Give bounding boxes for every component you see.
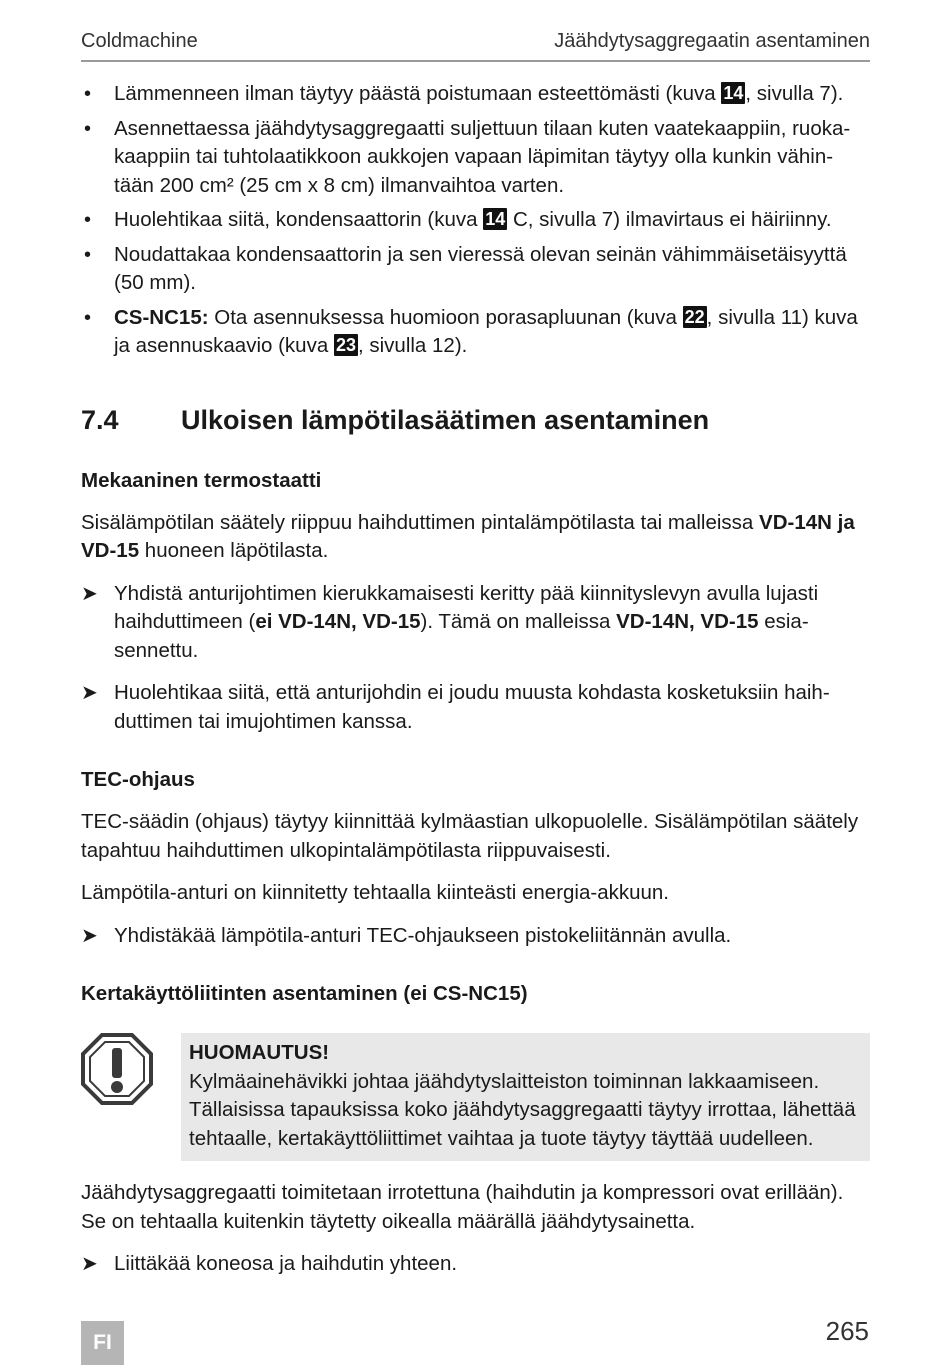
section-title: Ulkoisen lämpötilasäätimen asentaminen (181, 404, 710, 435)
header-chapter: Jäähdytysaggregaatin asentaminen (554, 30, 870, 52)
header-brand: Coldmachine (81, 30, 198, 52)
list-item: • Lämmenneen ilman täytyy päästä poistumaan esteettömästi (kuva 14, sivulla 7). (81, 80, 870, 109)
language-badge: FI (81, 1321, 124, 1365)
instruction-step: ➤ Yhdistäkää lämpötila-anturi TEC-ohjaukseen pistokeliitännän avulla. (81, 922, 870, 951)
list-item: • Noudattakaa kondensaattorin ja sen vieressä olevan seinän vähimmäisetäisyyttä (50 mm). (81, 241, 870, 298)
instruction-step: ➤ Liittäkää koneosa ja haihdutin yhteen. (81, 1250, 870, 1279)
subheading-tec: TEC-ohjaus (81, 768, 195, 791)
arrow-icon: ➤ (81, 1253, 98, 1275)
model-label: CS-NC15: (114, 305, 209, 329)
instruction-step: ➤ Huolehtikaa siitä, että anturijohdin ei joudu muusta kohdasta kosketuksiin haih-duttimen tai imujohtimen kanssa. (81, 681, 830, 733)
figure-ref: 23 (335, 335, 356, 355)
arrow-icon: ➤ (81, 582, 98, 605)
instruction-step: ➤ Yhdistä anturijohtimen kierukkamaisesti keritty pää kiinnityslevyn avulla lujasti haihduttimeen (ei VD-14N, VD-15). Tämä on malleissa VD-14N, VD-15 esia-sennettu. (81, 581, 819, 662)
list-item: • CS-NC15: Ota asennuksessa huomioon porasapluunan (kuva 22, sivulla 11) kuva ja asennuskaavio (kuva 23, sivulla 12). (81, 304, 870, 361)
warning-octagon-icon (81, 1033, 181, 1111)
subheading-onetime-connectors: Kertakäyttöliitinten asentaminen (ei CS-NC15) (81, 982, 528, 1005)
page-header (81, 30, 870, 62)
section-number: 7.4 (81, 404, 119, 435)
arrow-icon: ➤ (81, 682, 98, 704)
paragraph: Sisälämpötilan säätely riippuu haihduttimen pintalämpötilasta tai malleissa VD-14N ja VD-15 huoneen läpötilasta. (81, 510, 855, 562)
list-item: • Asennettaessa jäähdytysaggregaatti suljettuun tilaan kuten vaatekaappiin, ruoka-kaappiin tai tuhtolaatikkoon aukkojen vapaan läpimitan täytyy olla kunkin vähin-tään 200 cm² (25 cm x 8 cm) ilmanvaihtoa varten. (81, 115, 870, 201)
subheading-mechanical: Mekaaninen termostaatti (81, 468, 322, 492)
requirements-list (81, 80, 870, 361)
notice-content (181, 1033, 870, 1161)
notice-box (81, 1033, 870, 1161)
arrow-icon: ➤ (81, 924, 98, 947)
paragraph: TEC-säädin (ohjaus) täytyy kiinnittää kylmäastian ulkopuolelle. Sisälämpötilan säätely tapahtuu haihduttimen ulkopintalämpötilasta riippuvaisesti. (81, 810, 859, 862)
section-heading (81, 403, 870, 437)
paragraph: Lämpötila-anturi on kiinnitetty tehtaalla kiinteästi energia-akkuun. (81, 881, 670, 904)
page-content (81, 80, 870, 1279)
figure-ref: 22 (684, 306, 705, 327)
notice-text: Kylmäainehävikki johtaa jäähdytyslaitteiston toiminnan lakkaamiseen. Tällaisissa tapauksissa koko jäähdytysaggregaatti täytyy irrottaa, lähettää tehtaalle, kertakäyttöliittimet vaihtaa ja tuote täytyy täyttää uudelleen. (189, 1069, 856, 1150)
figure-ref: 14 (723, 83, 744, 103)
page-number: 265 (825, 1316, 869, 1346)
notice-title: HUOMAUTUS! (189, 1041, 330, 1064)
list-item: • Huolehtikaa siitä, kondensaattorin (kuva 14 C, sivulla 7) ilmavirtaus ei häiriinny. (81, 206, 870, 235)
figure-ref: 14 (485, 209, 506, 229)
paragraph: Jäähdytysaggregaatti toimitetaan irrotettuna (haihdutin ja kompressori ovat erillään). Se on tehtaalla kuitenkin täytetty oikealla määrällä jäähdytysainetta. (81, 1181, 844, 1233)
